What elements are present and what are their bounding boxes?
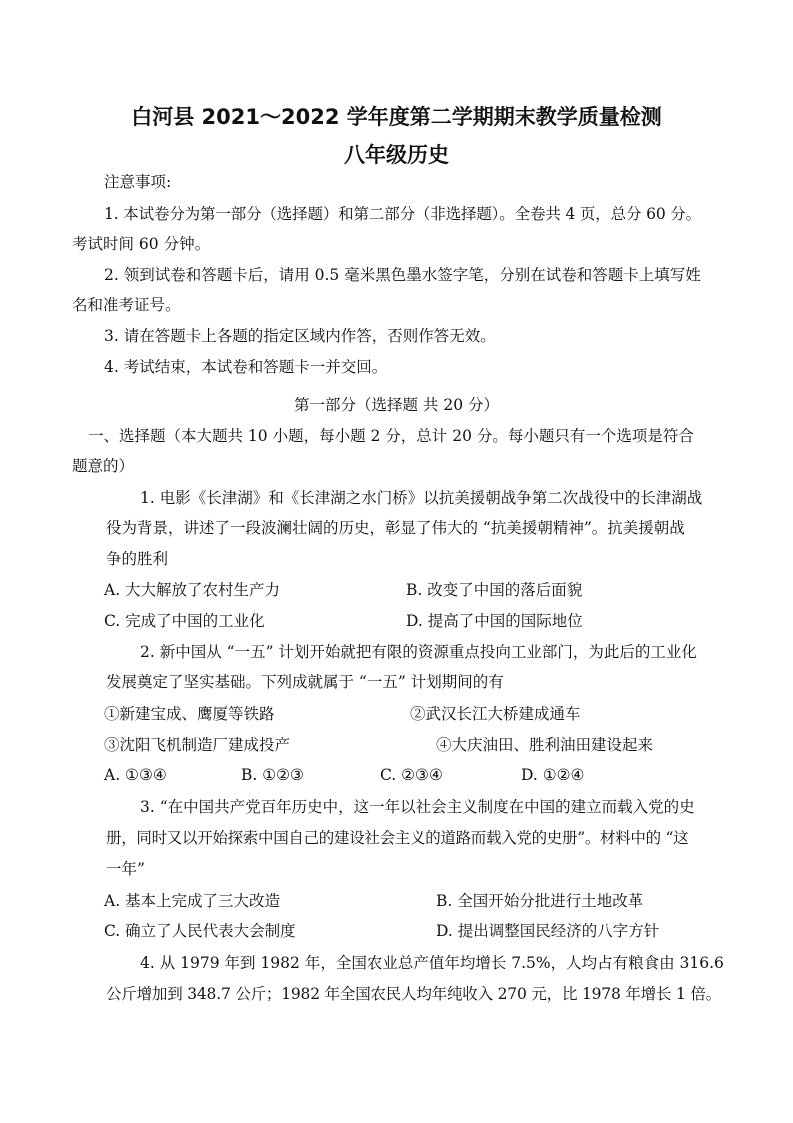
note-2-cont: 名和准考证号。	[72, 296, 181, 314]
q4-stem: 4. 从 1979 年到 1982 年，全国农业总产值年均增长 7.5%，人均占有粮食由 316.6	[140, 954, 724, 972]
q3-option-a: A. 基本上完成了三大改造	[104, 892, 281, 910]
section-instructions: 一、选择题（本大题共 10 小题，每小题 2 分，总计 20 分。每小题只有一个选项是符合	[88, 427, 694, 445]
q2-item-1: ①新建宝成、鹰厦等铁路	[104, 705, 275, 723]
q2-item-4: ④大庆油田、胜利油田建设起来	[436, 736, 654, 754]
q3-stem-2: 册，同时又以开始探索中国自己的建设社会主义的道路而载入党的史册”。材料中的 “这	[106, 829, 689, 847]
note-4: 4. 考试结束，本试卷和答题卡一并交回。	[104, 358, 388, 376]
note-1: 1. 本试卷分为第一部分（选择题）和第二部分（非选择题）。全卷共 4 页，总分 60 分。	[104, 205, 702, 223]
q1-option-c: C. 完成了中国的工业化	[104, 612, 265, 630]
q1-stem-3: 争的胜利	[106, 550, 169, 568]
q1-stem: 1. 电影《长津湖》和《长津湖之水门桥》以抗美援朝战争第二次战役中的长津湖战	[140, 489, 703, 507]
note-3: 3. 请在答题卡上各题的指定区域内作答，否则作答无效。	[104, 327, 496, 345]
q1-option-b: B. 改变了中国的落后面貌	[406, 581, 583, 599]
q1-stem-2: 役为背景，讲述了一段波澜壮阔的历史，彰显了伟大的 “抗美援朝精神”。抗美援朝战	[106, 519, 685, 537]
notes-heading: 注意事项:	[104, 173, 172, 191]
q2-option-b: B. ①②③	[241, 766, 304, 784]
q2-stem: 2. 新中国从 “一五” 计划开始就把有限的资源重点投向工业部门，为此后的工业化	[140, 643, 697, 661]
note-2: 2. 领到试卷和答题卡后，请用 0.5 毫米黑色墨水签字笔，分别在试卷和答题卡上填写姓	[104, 266, 701, 284]
note-1-cont: 考试时间 60 分钟。	[72, 235, 211, 253]
q2-stem-2: 发展奠定了坚实基础。下列成就属于 “一五” 计划期间的有	[106, 673, 504, 691]
q1-option-a: A. 大大解放了农村生产力	[104, 581, 281, 599]
q2-option-a: A. ①③④	[104, 766, 167, 784]
q1-option-d: D. 提高了中国的国际地位	[406, 612, 583, 630]
q2-option-d: D. ①②④	[521, 766, 585, 784]
q2-item-2: ②武汉长江大桥建成通车	[410, 705, 581, 723]
q3-option-d: D. 提出调整国民经济的八字方针	[436, 922, 660, 940]
q3-option-b: B. 全国开始分批进行土地改革	[436, 892, 644, 910]
q3-stem: 3. “在中国共产党百年历史中，这一年以社会主义制度在中国的建立而载入党的史	[140, 798, 695, 816]
exam-subtitle: 八年级历史	[344, 143, 449, 167]
part1-heading: 第一部分（选择题 共 20 分）	[293, 396, 499, 414]
section-instructions-cont: 题意的）	[72, 457, 135, 475]
q3-stem-3: 一年”	[106, 860, 145, 878]
q2-item-3: ③沈阳飞机制造厂建成投产	[104, 736, 291, 754]
q3-option-c: C. 确立了人民代表大会制度	[104, 922, 296, 940]
exam-title: 白河县 2021～2022 学年度第二学期期末教学质量检测	[131, 105, 662, 129]
q2-option-c: C. ②③④	[380, 766, 443, 784]
q4-stem-2: 公斤增加到 348.7 公斤；1982 年全国农民人均年纯收入 270 元，比 1978 年增长 1 倍。	[106, 985, 721, 1003]
